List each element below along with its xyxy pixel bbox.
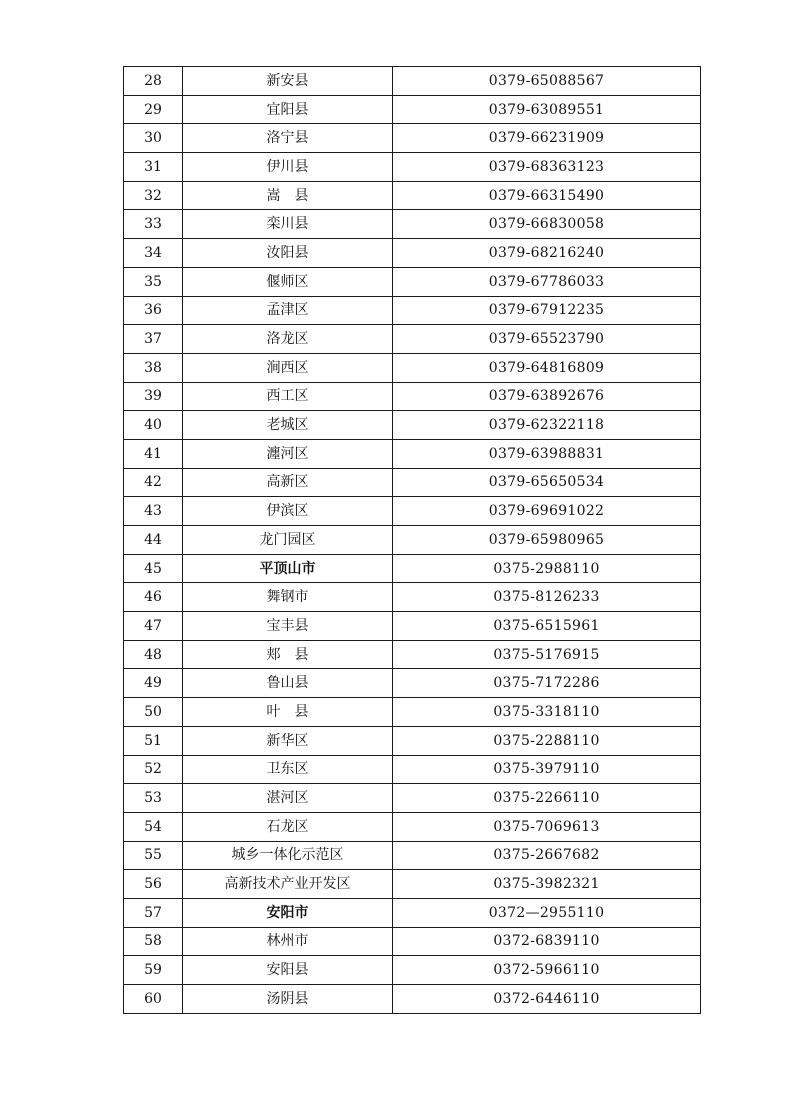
region-name: 鲁山县: [183, 669, 393, 698]
row-number: 40: [124, 411, 183, 440]
table-row: [124, 841, 701, 870]
row-number: 56: [124, 870, 183, 899]
region-name: 涧西区: [183, 353, 393, 382]
row-number: 42: [124, 468, 183, 497]
phone-number: 0379-67912235: [393, 296, 701, 325]
phone-number: 0372-5966110: [393, 956, 701, 985]
region-name: 城乡一体化示范区: [183, 841, 393, 870]
row-number: 32: [124, 181, 183, 210]
row-number: 28: [124, 67, 183, 96]
row-number: 55: [124, 841, 183, 870]
phone-number: 0379-63089551: [393, 95, 701, 124]
row-number: 29: [124, 95, 183, 124]
table-row: [124, 698, 701, 727]
phone-number: 0375-7172286: [393, 669, 701, 698]
table-row: [124, 468, 701, 497]
region-name: 新华区: [183, 726, 393, 755]
table-row: [124, 726, 701, 755]
region-name: 石龙区: [183, 812, 393, 841]
table-row: [124, 497, 701, 526]
table-row: [124, 554, 701, 583]
row-number: 50: [124, 698, 183, 727]
row-number: 60: [124, 985, 183, 1014]
phone-number: 0379-65650534: [393, 468, 701, 497]
table-row: [124, 956, 701, 985]
row-number: 46: [124, 583, 183, 612]
phone-number: 0375-2266110: [393, 784, 701, 813]
region-name: 孟津区: [183, 296, 393, 325]
phone-number: 0375-2667682: [393, 841, 701, 870]
row-number: 53: [124, 784, 183, 813]
region-name: 平顶山市: [183, 554, 393, 583]
table-row: [124, 669, 701, 698]
row-number: 38: [124, 353, 183, 382]
region-name: 安阳市: [183, 898, 393, 927]
row-number: 30: [124, 124, 183, 153]
region-name: 伊川县: [183, 153, 393, 182]
table-row: [124, 382, 701, 411]
row-number: 44: [124, 526, 183, 555]
row-number: 52: [124, 755, 183, 784]
row-number: 49: [124, 669, 183, 698]
phone-number: 0379-68216240: [393, 239, 701, 268]
table-row: [124, 784, 701, 813]
region-name: 高新技术产业开发区: [183, 870, 393, 899]
region-name: 汝阳县: [183, 239, 393, 268]
table-row: [124, 353, 701, 382]
phone-number: 0379-63988831: [393, 439, 701, 468]
table-row: [124, 812, 701, 841]
region-name: 栾川县: [183, 210, 393, 239]
region-name: 宝丰县: [183, 612, 393, 641]
region-name: 宜阳县: [183, 95, 393, 124]
region-name: 卫东区: [183, 755, 393, 784]
phone-number: 0375-3318110: [393, 698, 701, 727]
phone-number: 0375-7069613: [393, 812, 701, 841]
region-name: 洛龙区: [183, 325, 393, 354]
row-number: 48: [124, 640, 183, 669]
region-name: 瀍河区: [183, 439, 393, 468]
region-name: 西工区: [183, 382, 393, 411]
table-row: [124, 898, 701, 927]
region-name: 安阳县: [183, 956, 393, 985]
region-name: 郏 县: [183, 640, 393, 669]
table-row: [124, 124, 701, 153]
phone-number: 0379-63892676: [393, 382, 701, 411]
row-number: 47: [124, 612, 183, 641]
region-name: 叶 县: [183, 698, 393, 727]
table-row: [124, 640, 701, 669]
row-number: 31: [124, 153, 183, 182]
phone-number: 0372-6446110: [393, 985, 701, 1014]
region-name: 伊滨区: [183, 497, 393, 526]
phone-number: 0379-66315490: [393, 181, 701, 210]
table-row: [124, 583, 701, 612]
region-name: 汤阴县: [183, 985, 393, 1014]
region-name: 湛河区: [183, 784, 393, 813]
row-number: 33: [124, 210, 183, 239]
region-name: 洛宁县: [183, 124, 393, 153]
table-row: [124, 95, 701, 124]
region-name: 偃师区: [183, 267, 393, 296]
contact-table: [123, 66, 701, 1014]
phone-number: 0375-5176915: [393, 640, 701, 669]
phone-number: 0379-66830058: [393, 210, 701, 239]
row-number: 37: [124, 325, 183, 354]
row-number: 51: [124, 726, 183, 755]
region-name: 新安县: [183, 67, 393, 96]
row-number: 59: [124, 956, 183, 985]
phone-number: 0379-68363123: [393, 153, 701, 182]
phone-number: 0375-8126233: [393, 583, 701, 612]
phone-number: 0379-69691022: [393, 497, 701, 526]
row-number: 35: [124, 267, 183, 296]
phone-number: 0379-62322118: [393, 411, 701, 440]
phone-number: 0372—2955110: [393, 898, 701, 927]
table-row: [124, 612, 701, 641]
table-row: [124, 181, 701, 210]
row-number: 39: [124, 382, 183, 411]
table-row: [124, 267, 701, 296]
table-row: [124, 296, 701, 325]
row-number: 54: [124, 812, 183, 841]
phone-number: 0375-2288110: [393, 726, 701, 755]
table-row: [124, 210, 701, 239]
row-number: 45: [124, 554, 183, 583]
region-name: 舞钢市: [183, 583, 393, 612]
phone-number: 0375-2988110: [393, 554, 701, 583]
row-number: 43: [124, 497, 183, 526]
phone-number: 0375-3982321: [393, 870, 701, 899]
row-number: 34: [124, 239, 183, 268]
row-number: 36: [124, 296, 183, 325]
phone-number: 0375-3979110: [393, 755, 701, 784]
table-row: [124, 239, 701, 268]
region-name: 嵩 县: [183, 181, 393, 210]
phone-number: 0379-65980965: [393, 526, 701, 555]
table-row: [124, 985, 701, 1014]
table-row: [124, 153, 701, 182]
phone-number: 0375-6515961: [393, 612, 701, 641]
phone-number: 0372-6839110: [393, 927, 701, 956]
row-number: 57: [124, 898, 183, 927]
region-name: 龙门园区: [183, 526, 393, 555]
table-row: [124, 870, 701, 899]
phone-number: 0379-65088567: [393, 67, 701, 96]
phone-number: 0379-66231909: [393, 124, 701, 153]
table-row: [124, 67, 701, 96]
region-name: 老城区: [183, 411, 393, 440]
region-name: 高新区: [183, 468, 393, 497]
table-row: [124, 439, 701, 468]
region-name: 林州市: [183, 927, 393, 956]
table-row: [124, 325, 701, 354]
table-row: [124, 526, 701, 555]
table-row: [124, 755, 701, 784]
contact-table-body: [124, 67, 701, 1014]
table-row: [124, 927, 701, 956]
table-row: [124, 411, 701, 440]
phone-number: 0379-64816809: [393, 353, 701, 382]
row-number: 41: [124, 439, 183, 468]
phone-number: 0379-65523790: [393, 325, 701, 354]
row-number: 58: [124, 927, 183, 956]
phone-number: 0379-67786033: [393, 267, 701, 296]
